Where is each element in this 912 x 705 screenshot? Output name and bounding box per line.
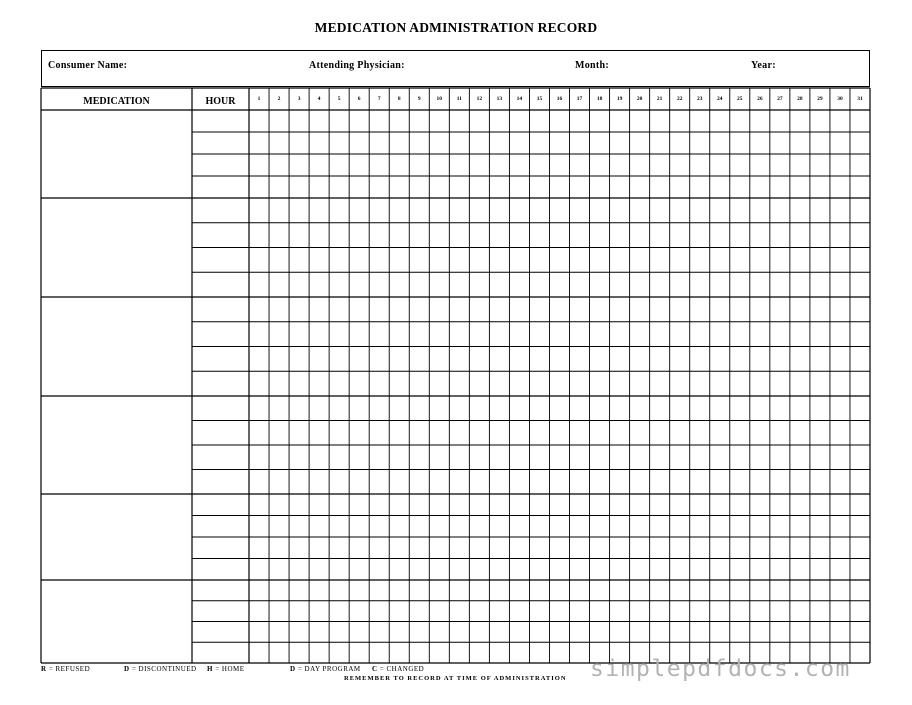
legend-refused: R = REFUSED	[41, 665, 91, 673]
legend-day-program: D = DAY PROGRAM	[290, 665, 361, 673]
day-header-30: 30	[837, 96, 843, 102]
day-header-26: 26	[757, 96, 763, 102]
day-header-14: 14	[516, 96, 523, 102]
day-header-24: 24	[717, 96, 723, 102]
day-header-13: 13	[496, 96, 503, 102]
day-header-9: 9	[417, 96, 421, 102]
day-header-29: 29	[817, 96, 823, 102]
day-header-16: 16	[556, 96, 563, 102]
day-header-20: 20	[636, 96, 643, 102]
day-header-3: 3	[297, 96, 301, 102]
day-header-15: 15	[536, 96, 543, 102]
day-header-2: 2	[277, 96, 281, 102]
day-header-10: 10	[436, 96, 443, 102]
medication-header: MEDICATION	[83, 96, 150, 107]
day-header-6: 6	[357, 96, 361, 102]
day-header-28: 28	[797, 96, 803, 102]
attending-physician-label: Attending Physician:	[309, 60, 405, 71]
day-header-12: 12	[476, 96, 483, 102]
month-label: Month:	[575, 60, 610, 71]
day-header-5: 5	[337, 96, 341, 102]
day-header-19: 19	[616, 96, 623, 102]
day-header-1: 1	[257, 96, 261, 102]
day-header-7: 7	[377, 96, 381, 102]
day-header-4: 4	[317, 96, 321, 102]
day-header-18: 18	[596, 96, 603, 102]
legend-discontinued: D = DISCONTINUED	[124, 665, 197, 673]
legend-home: H = HOME	[207, 665, 245, 673]
day-header-25: 25	[737, 96, 743, 102]
day-header-23: 23	[696, 96, 703, 102]
day-header-27: 27	[777, 96, 783, 102]
legend-changed: C = CHANGED	[372, 665, 425, 673]
reminder-note: REMEMBER TO RECORD AT TIME OF ADMINISTRATION	[344, 675, 567, 682]
hour-header: HOUR	[205, 96, 236, 107]
watermark: simplepdfdocs.com	[590, 656, 851, 682]
year-label: Year:	[751, 60, 776, 71]
day-header-21: 21	[656, 96, 663, 102]
page-title: MEDICATION ADMINISTRATION RECORD	[314, 20, 598, 35]
day-header-22: 22	[676, 96, 683, 102]
day-header-31: 31	[857, 96, 863, 102]
day-header-8: 8	[397, 96, 401, 102]
day-header-11: 11	[456, 96, 462, 102]
day-header-17: 17	[576, 96, 583, 102]
consumer-name-label: Consumer Name:	[48, 60, 128, 71]
